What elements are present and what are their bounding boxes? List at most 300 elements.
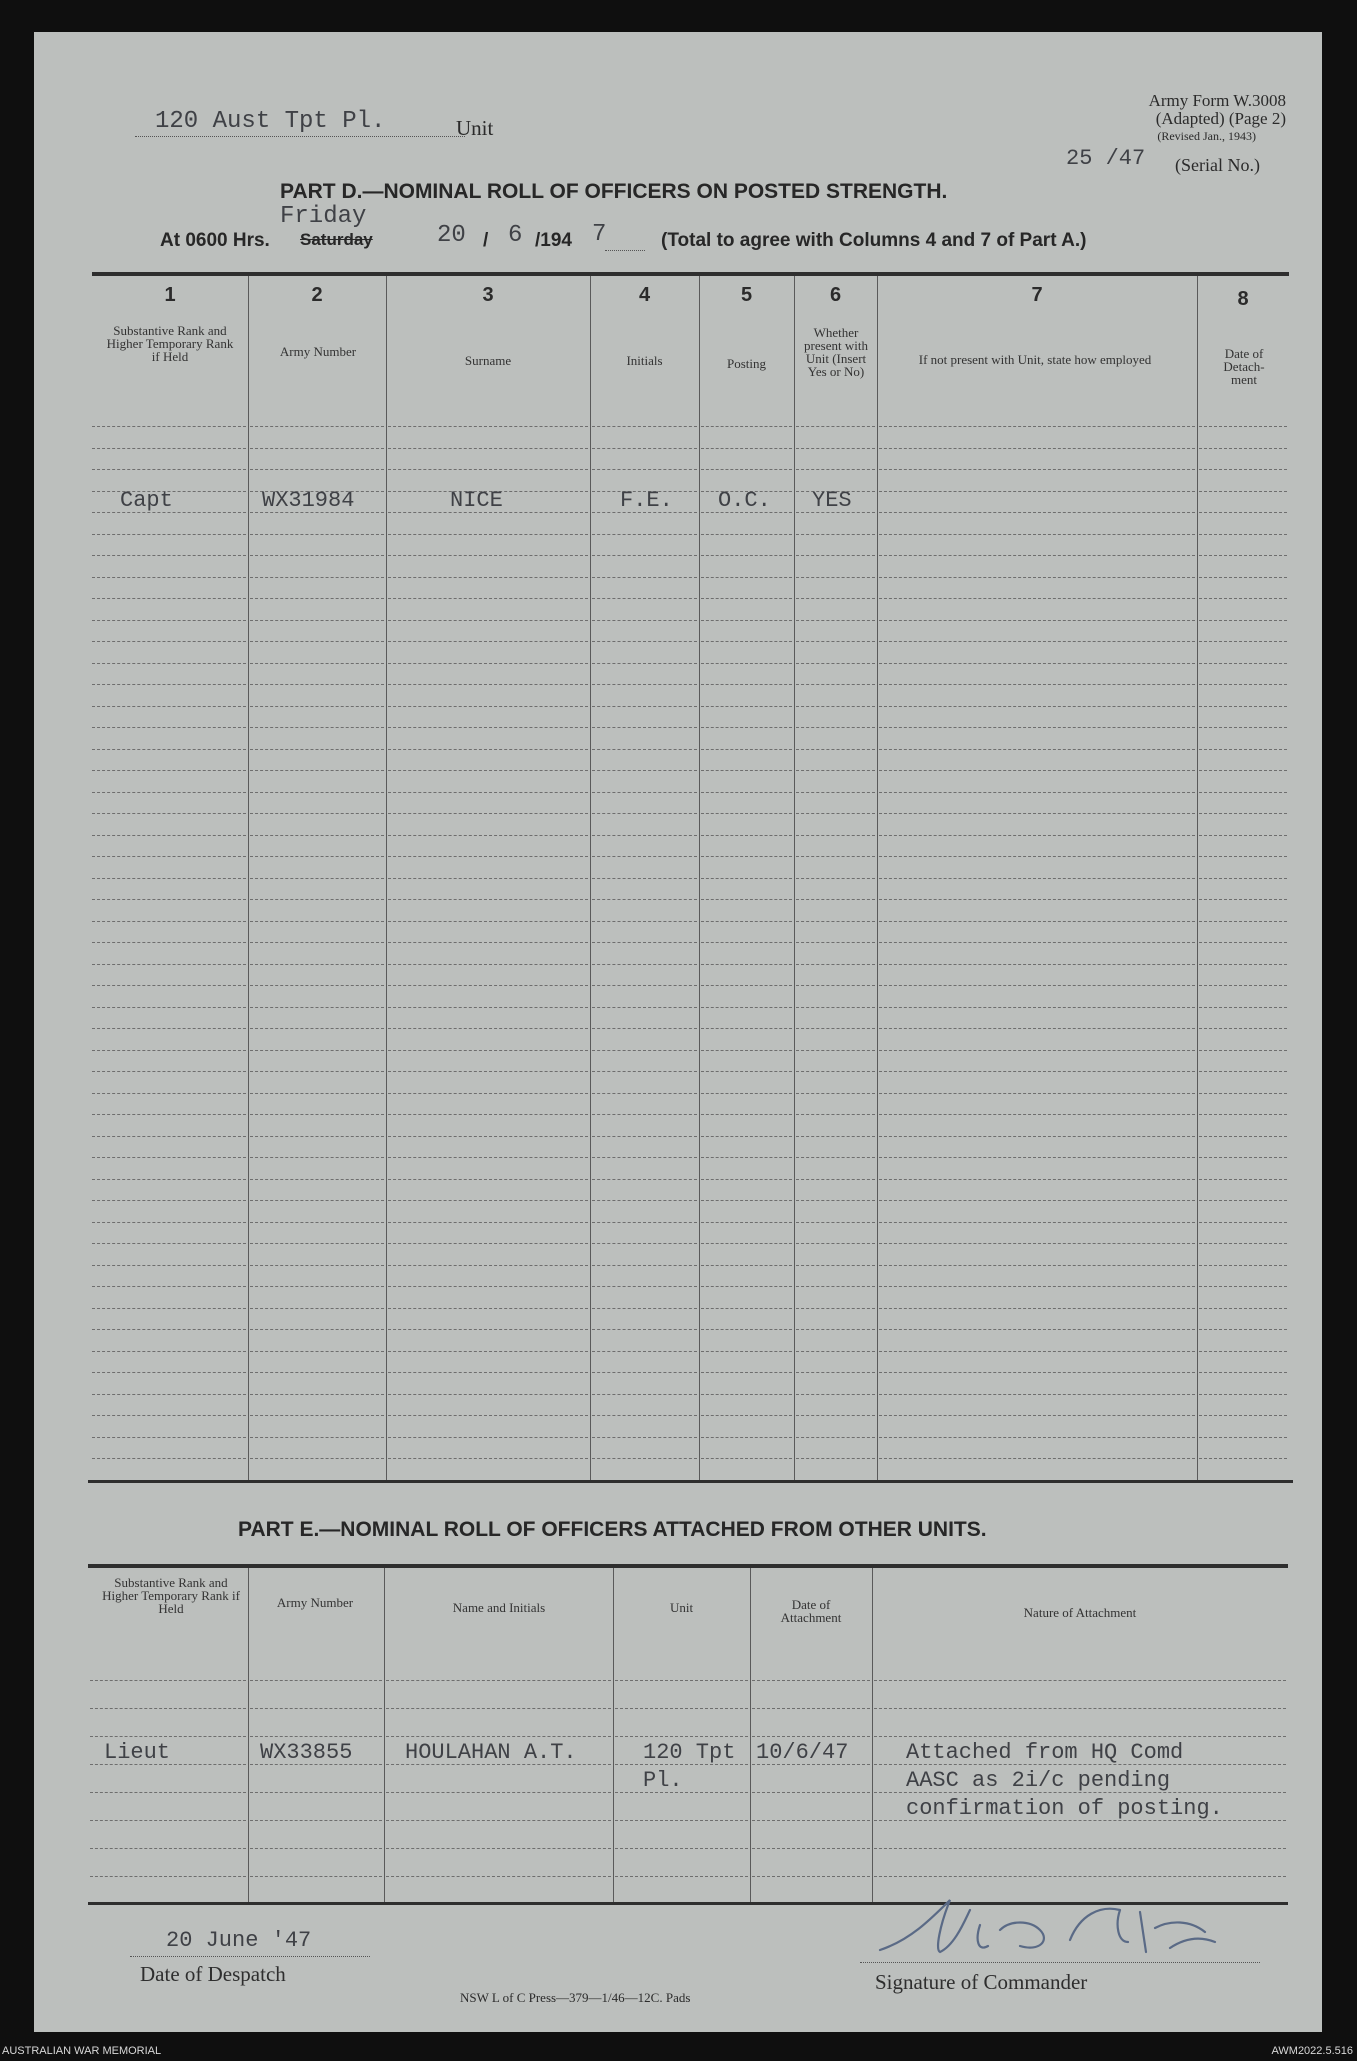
ruling-line <box>1199 985 1287 986</box>
ruling-line <box>701 942 792 943</box>
ruling-line <box>92 684 246 685</box>
col-num-4: 4 <box>638 284 651 306</box>
ruling-line <box>879 1265 1195 1266</box>
ruling-line <box>250 555 384 556</box>
ruling-line <box>386 1736 611 1737</box>
col-divider-7 <box>1197 276 1198 1480</box>
ruling-line <box>879 620 1195 621</box>
ruling-line <box>92 1415 246 1416</box>
ruling-line <box>592 899 697 900</box>
ruling-line <box>92 964 246 965</box>
ruling-line <box>1199 1157 1287 1158</box>
ruling-line <box>592 835 697 836</box>
ruling-line <box>92 1372 246 1373</box>
ruling-line <box>1199 1286 1287 1287</box>
ruling-line <box>250 469 384 470</box>
ruling-line <box>592 792 697 793</box>
ruling-line <box>796 1114 875 1115</box>
ruling-line <box>388 1114 588 1115</box>
part-d-posting: O.C. <box>718 488 771 513</box>
ruling-line <box>796 1028 875 1029</box>
ruling-line <box>615 1820 748 1821</box>
ruling-line <box>879 1136 1195 1137</box>
ruling-line <box>879 942 1195 943</box>
part-d-title: PART D.—NOMINAL ROLL OF OFFICERS ON POSTED STRENGTH. <box>280 180 948 203</box>
ruling-line <box>701 1243 792 1244</box>
ruling-line <box>752 1876 870 1877</box>
ruling-line <box>388 684 588 685</box>
ruling-line <box>92 448 246 449</box>
ruling-line <box>388 448 588 449</box>
ruling-line <box>701 1200 792 1201</box>
ruling-line <box>1199 469 1287 470</box>
ruling-line <box>879 813 1195 814</box>
ruling-line <box>92 921 246 922</box>
ruling-line <box>701 426 792 427</box>
e-head-army-number: Army Number <box>276 1595 354 1610</box>
ruling-line <box>250 964 384 965</box>
ruling-line <box>874 1736 1286 1737</box>
commander-signature <box>870 1880 1230 1970</box>
ruling-line <box>250 1792 382 1793</box>
ruling-line <box>92 1114 246 1115</box>
ruling-line <box>592 1200 697 1201</box>
ruling-line <box>386 1820 611 1821</box>
part-e-unit-line1: 120 Tpt <box>643 1740 736 1765</box>
ruling-line <box>592 1394 697 1395</box>
signature-stroke <box>880 1900 1215 1952</box>
ruling-line <box>879 1200 1195 1201</box>
date-day: 20 <box>437 222 466 249</box>
ruling-line <box>1199 448 1287 449</box>
ruling-line <box>796 770 875 771</box>
day-struck: Saturday <box>300 230 373 249</box>
ruling-line <box>388 1243 588 1244</box>
signature-label: Signature of Commander <box>875 1970 1088 1994</box>
ruling-line <box>250 878 384 879</box>
ruling-line <box>250 1222 384 1223</box>
ruling-line <box>250 1114 384 1115</box>
ruling-line <box>386 1876 611 1877</box>
ruling-line <box>796 792 875 793</box>
ruling-line <box>388 1179 588 1180</box>
ruling-line <box>796 577 875 578</box>
ruling-line <box>250 1372 384 1373</box>
e-head-name: Name and Initials <box>452 1600 546 1615</box>
col-num-3: 3 <box>482 284 494 306</box>
e-col-divider-4 <box>750 1568 751 1902</box>
col-divider-3 <box>590 276 591 1480</box>
ruling-line <box>250 727 384 728</box>
ruling-line <box>592 1329 697 1330</box>
ruling-line <box>701 985 792 986</box>
ruling-line <box>388 899 588 900</box>
ruling-line <box>752 1680 870 1681</box>
ruling-line <box>879 1308 1195 1309</box>
ruling-line <box>92 1437 246 1438</box>
ruling-line <box>701 1071 792 1072</box>
serial-value: 25 /47 <box>1066 146 1146 171</box>
ruling-line <box>701 835 792 836</box>
ruling-line <box>701 684 792 685</box>
ruling-line <box>388 813 588 814</box>
ruling-line <box>592 856 697 857</box>
ruling-line <box>796 1458 875 1459</box>
at-prefix: At 0600 Hrs. <box>160 230 270 251</box>
despatch-value: 20 June '47 <box>166 1928 312 1953</box>
ruling-line <box>388 1308 588 1309</box>
ruling-line <box>250 1680 382 1681</box>
ruling-line <box>388 555 588 556</box>
ruling-line <box>92 1179 246 1180</box>
ruling-line <box>615 1848 748 1849</box>
ruling-line <box>874 1708 1286 1709</box>
ruling-line <box>701 641 792 642</box>
ruling-line <box>92 1308 246 1309</box>
ruling-line <box>752 1848 870 1849</box>
ruling-line <box>1199 426 1287 427</box>
ruling-line <box>388 1071 588 1072</box>
ruling-line <box>592 1372 697 1373</box>
ruling-line <box>592 770 697 771</box>
ruling-line <box>250 770 384 771</box>
ruling-line <box>92 1286 246 1287</box>
ruling-line <box>92 620 246 621</box>
ruling-line <box>92 1157 246 1158</box>
ruling-line <box>701 813 792 814</box>
ruling-line <box>592 1265 697 1266</box>
ruling-line <box>250 598 384 599</box>
ruling-line <box>1199 1243 1287 1244</box>
ruling-line <box>250 1071 384 1072</box>
ruling-line <box>1199 577 1287 578</box>
col-divider-6 <box>877 276 878 1480</box>
ruling-line <box>796 1265 875 1266</box>
ruling-line <box>592 534 697 535</box>
ruling-line <box>879 448 1195 449</box>
ruling-line <box>592 555 697 556</box>
ruling-line <box>592 1351 697 1352</box>
ruling-line <box>1199 491 1287 492</box>
ruling-line <box>796 684 875 685</box>
col-divider-4 <box>699 276 700 1480</box>
ruling-line <box>92 856 246 857</box>
ruling-line <box>388 921 588 922</box>
printer-imprint: NSW L of C Press—379—1/46—12C. Pads <box>460 1990 691 2005</box>
ruling-line <box>388 1157 588 1158</box>
ruling-line <box>92 1050 246 1051</box>
ruling-line <box>388 1007 588 1008</box>
ruling-line <box>250 1028 384 1029</box>
part-e-date: 10/6/47 <box>756 1740 849 1765</box>
ruling-line <box>701 598 792 599</box>
ruling-line <box>592 663 697 664</box>
ruling-line <box>388 1458 588 1459</box>
ruling-line <box>796 1136 875 1137</box>
ruling-line <box>386 1680 611 1681</box>
ruling-line <box>1199 792 1287 793</box>
form-revised: (Revised Jan., 1943) <box>1157 129 1256 143</box>
ruling-line <box>701 1136 792 1137</box>
ruling-line <box>796 1329 875 1330</box>
ruling-line <box>701 534 792 535</box>
ruling-line <box>879 706 1195 707</box>
ruling-line <box>752 1736 870 1737</box>
ruling-line <box>1199 1351 1287 1352</box>
ruling-line <box>796 1157 875 1158</box>
ruling-line <box>592 577 697 578</box>
ruling-line <box>1199 899 1287 900</box>
ruling-line <box>1199 1050 1287 1051</box>
ruling-line <box>592 1028 697 1029</box>
ruling-line <box>90 1680 246 1681</box>
ruling-line <box>388 426 588 427</box>
ruling-line <box>701 706 792 707</box>
ruling-line <box>92 835 246 836</box>
ruling-line <box>388 749 588 750</box>
ruling-line <box>879 835 1195 836</box>
ruling-line <box>92 749 246 750</box>
ruling-line <box>388 878 588 879</box>
ruling-line <box>388 641 588 642</box>
part-e-top-rule <box>88 1564 1288 1568</box>
ruling-line <box>796 448 875 449</box>
ruling-line <box>879 577 1195 578</box>
ruling-line <box>701 878 792 879</box>
ruling-line <box>701 856 792 857</box>
ruling-line <box>796 1437 875 1438</box>
ruling-line <box>592 1114 697 1115</box>
ruling-line <box>879 1372 1195 1373</box>
ruling-line <box>592 426 697 427</box>
ruling-line <box>796 1394 875 1395</box>
ruling-line <box>92 899 246 900</box>
col-num-2: 2 <box>311 284 323 306</box>
ruling-line <box>92 727 246 728</box>
ruling-line <box>250 1157 384 1158</box>
ruling-line <box>1199 921 1287 922</box>
ruling-line <box>752 1708 870 1709</box>
ruling-line <box>879 964 1195 965</box>
ruling-line <box>701 1007 792 1008</box>
ruling-line <box>701 727 792 728</box>
ruling-line <box>90 1792 246 1793</box>
ruling-line <box>250 1394 384 1395</box>
ruling-line <box>879 1028 1195 1029</box>
year-digit: 7 <box>592 221 607 248</box>
ruling-line <box>592 878 697 879</box>
ruling-line <box>92 469 246 470</box>
ruling-line <box>592 813 697 814</box>
e-head-rank: Substantive Rank and Higher Temporary Rank if Held <box>102 1575 240 1616</box>
ruling-line <box>879 1394 1195 1395</box>
ruling-line <box>92 534 246 535</box>
ruling-line <box>592 1458 697 1459</box>
ruling-line <box>701 1222 792 1223</box>
ruling-line <box>701 620 792 621</box>
ruling-line <box>250 577 384 578</box>
ruling-line <box>92 792 246 793</box>
date-slash: / <box>483 230 489 251</box>
ruling-line <box>1199 1007 1287 1008</box>
ruling-line <box>1199 1372 1287 1373</box>
part-e-army-number: WX33855 <box>260 1740 353 1765</box>
ruling-line <box>592 706 697 707</box>
ruling-line <box>796 1243 875 1244</box>
year-dotted-line <box>605 250 645 251</box>
ruling-line <box>92 1243 246 1244</box>
ruling-line <box>92 1007 246 1008</box>
ruling-line <box>592 1308 697 1309</box>
part-e-nature-line1: Attached from HQ Comd <box>906 1740 1184 1765</box>
part-d-initials: F.E. <box>620 488 673 513</box>
ruling-line <box>879 663 1195 664</box>
ruling-line <box>92 1093 246 1094</box>
ruling-line <box>388 964 588 965</box>
ruling-line <box>1199 534 1287 535</box>
ruling-line <box>388 620 588 621</box>
ruling-line <box>879 878 1195 879</box>
ruling-line <box>250 1286 384 1287</box>
ruling-line <box>796 1372 875 1373</box>
e-col-divider-5 <box>872 1568 873 1902</box>
ruling-line <box>388 942 588 943</box>
ruling-line <box>388 469 588 470</box>
ruling-line <box>701 749 792 750</box>
ruling-line <box>250 641 384 642</box>
ruling-line <box>250 684 384 685</box>
ruling-line <box>701 770 792 771</box>
ruling-line <box>796 964 875 965</box>
ruling-line <box>701 1308 792 1309</box>
ruling-line <box>592 469 697 470</box>
ruling-line <box>388 1050 588 1051</box>
ruling-line <box>250 1007 384 1008</box>
ruling-line <box>250 663 384 664</box>
ruling-line <box>1199 1415 1287 1416</box>
ruling-line <box>1199 555 1287 556</box>
ruling-line <box>250 1329 384 1330</box>
ruling-line <box>592 1415 697 1416</box>
col-num-7: 7 <box>1031 284 1043 306</box>
ruling-line <box>250 1136 384 1137</box>
ruling-line <box>1199 1308 1287 1309</box>
ruling-line <box>796 856 875 857</box>
ruling-line <box>796 1071 875 1072</box>
ruling-line <box>250 448 384 449</box>
ruling-line <box>388 1415 588 1416</box>
ruling-line <box>796 598 875 599</box>
ruling-line <box>796 706 875 707</box>
ruling-line <box>592 1136 697 1137</box>
ruling-line <box>879 1114 1195 1115</box>
part-d-army-number: WX31984 <box>262 488 355 513</box>
ruling-line <box>250 620 384 621</box>
ruling-line <box>250 942 384 943</box>
ruling-line <box>250 706 384 707</box>
ruling-line <box>250 1308 384 1309</box>
ruling-line <box>879 1007 1195 1008</box>
ruling-line <box>1199 663 1287 664</box>
ruling-line <box>92 942 246 943</box>
ruling-line <box>701 1394 792 1395</box>
ruling-line <box>1199 1093 1287 1094</box>
ruling-line <box>250 921 384 922</box>
ruling-line <box>796 469 875 470</box>
ruling-line <box>386 1792 611 1793</box>
form-number: Army Form W.3008 <box>1148 91 1286 110</box>
ruling-line <box>701 448 792 449</box>
ruling-line <box>1199 856 1287 857</box>
ruling-line <box>250 1243 384 1244</box>
ruling-line <box>592 598 697 599</box>
ruling-line <box>592 641 697 642</box>
ruling-line <box>92 706 246 707</box>
ruling-line <box>879 1093 1195 1094</box>
ruling-line <box>874 1848 1286 1849</box>
e-col-divider-2 <box>384 1568 385 1902</box>
ruling-line <box>1199 1437 1287 1438</box>
ruling-line <box>701 1415 792 1416</box>
col-head-employed: If not present with Unit, state how employed <box>918 352 1152 367</box>
ruling-line <box>701 1351 792 1352</box>
ruling-line <box>592 1286 697 1287</box>
ruling-line <box>796 426 875 427</box>
ruling-line <box>92 1028 246 1029</box>
ruling-line <box>1199 641 1287 642</box>
part-d-top-rule <box>92 272 1289 276</box>
ruling-line <box>701 921 792 922</box>
ruling-line <box>701 555 792 556</box>
col-num-6: 6 <box>829 284 842 306</box>
ruling-line <box>796 1050 875 1051</box>
e-col-divider-1 <box>248 1568 249 1902</box>
col-head-surname: Surname <box>464 353 512 368</box>
ruling-line <box>615 1680 748 1681</box>
ruling-line <box>388 727 588 728</box>
part-d-rank: Capt <box>120 488 173 513</box>
ruling-line <box>796 534 875 535</box>
ruling-line <box>879 469 1195 470</box>
ruling-line <box>701 899 792 900</box>
ruling-line <box>796 813 875 814</box>
part-e-unit-line2: Pl. <box>643 1768 683 1793</box>
ruling-line <box>592 1243 697 1244</box>
ruling-line <box>388 1200 588 1201</box>
ruling-line <box>1199 942 1287 943</box>
ruling-line <box>388 985 588 986</box>
ruling-line <box>592 727 697 728</box>
ruling-line <box>1199 1071 1287 1072</box>
ruling-line <box>388 1136 588 1137</box>
part-e-nature-line2: AASC as 2i/c pending <box>906 1768 1171 1793</box>
ruling-line <box>701 1028 792 1029</box>
col-divider-2 <box>386 276 387 1480</box>
ruling-line <box>701 1372 792 1373</box>
ruling-line <box>874 1876 1286 1877</box>
ruling-line <box>388 577 588 578</box>
ruling-line <box>92 813 246 814</box>
ruling-line <box>92 1200 246 1201</box>
ruling-line <box>796 899 875 900</box>
ruling-line <box>1199 1265 1287 1266</box>
ruling-line <box>92 426 246 427</box>
ruling-line <box>796 1179 875 1180</box>
ruling-line <box>1199 878 1287 879</box>
ruling-line <box>1199 770 1287 771</box>
ruling-line <box>250 1351 384 1352</box>
ruling-line <box>701 1437 792 1438</box>
